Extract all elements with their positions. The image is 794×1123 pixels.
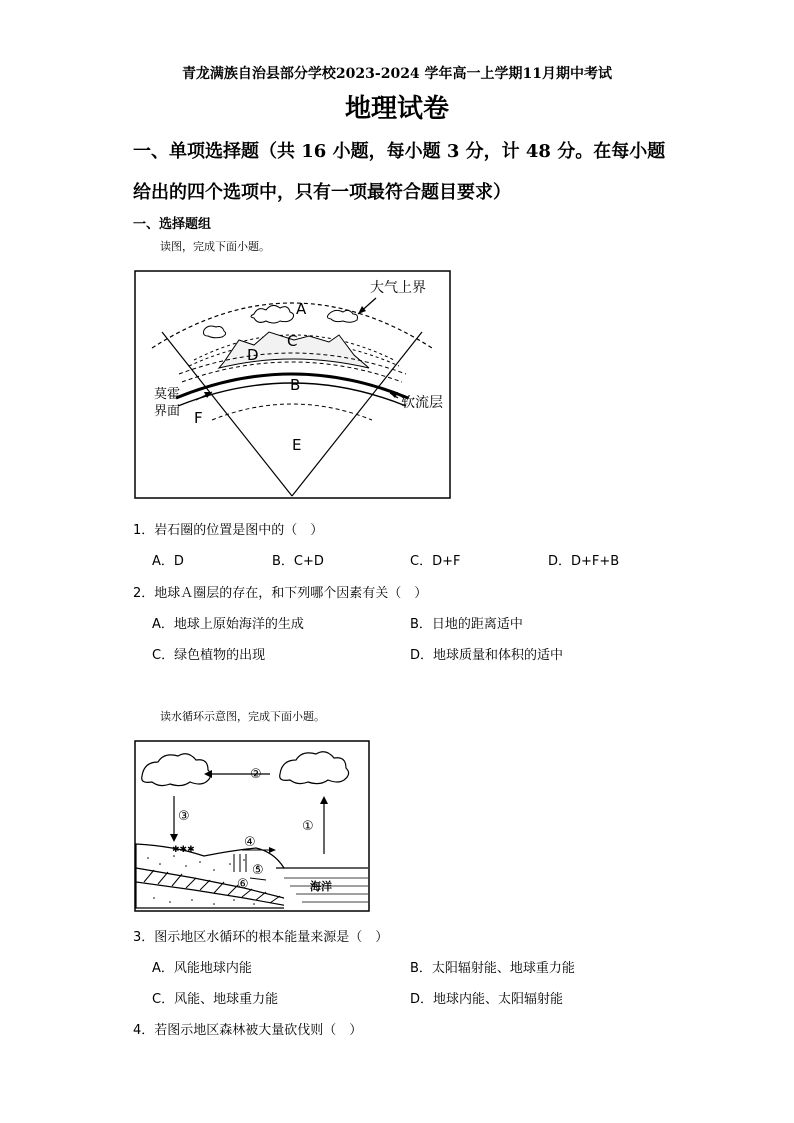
q3-option-b: B．太阳辐射能、地球重力能 bbox=[410, 961, 575, 976]
label-A: A bbox=[296, 300, 307, 318]
question-4-stem: 4．若图示地区森林被大量砍伐则（ ） bbox=[133, 1023, 363, 1038]
label-4: ④ bbox=[244, 835, 256, 850]
q1-option-b: B．C+D bbox=[272, 554, 324, 569]
section-heading-line2: 给出的四个选项中，只有一项最符合题目要求） bbox=[133, 182, 511, 203]
label-5: ⑤ bbox=[252, 863, 264, 878]
label-D: D bbox=[247, 346, 259, 364]
label-moho-1: 莫霍 bbox=[154, 387, 181, 402]
vegetation-marks: ✱✱✱ bbox=[172, 845, 195, 855]
group1-intro: 读图，完成下面小题。 bbox=[160, 240, 270, 253]
group2-intro: 读水循环示意图，完成下面小题。 bbox=[160, 710, 325, 723]
q2-option-a: A．地球上原始海洋的生成 bbox=[152, 617, 304, 632]
label-C: C bbox=[287, 332, 298, 350]
label-asthenosphere: 软流层 bbox=[401, 395, 443, 411]
q1-option-d: D．D+F+B bbox=[548, 554, 620, 569]
q1-option-c: C．D+F bbox=[410, 554, 461, 569]
label-6: ⑥ bbox=[237, 877, 249, 892]
label-F: F bbox=[194, 409, 203, 427]
school-exam-line: 青龙满族自治县部分学校2023-2024 学年高一上学期11月期中考试 bbox=[181, 66, 613, 82]
q3-option-a: A．风能地球内能 bbox=[152, 961, 252, 976]
q2-option-b: B．日地的距离适中 bbox=[410, 617, 523, 632]
label-3: ③ bbox=[178, 809, 190, 824]
label-ocean: 海洋 bbox=[310, 880, 332, 893]
label-moho-2: 界面 bbox=[154, 404, 181, 419]
label-1: ① bbox=[302, 819, 314, 834]
q3-option-d: D．地球内能、太阳辐射能 bbox=[410, 992, 564, 1007]
group-title: 一、选择题组 bbox=[133, 217, 212, 232]
q2-option-d: D．地球质量和体积的适中 bbox=[410, 648, 564, 663]
section-heading-line1: 一、单项选择题（共 16 小题，每小题 3 分，计 48 分。在每小题 bbox=[133, 141, 666, 162]
label-2: ② bbox=[250, 767, 262, 782]
label-B: B bbox=[290, 376, 301, 394]
q1-option-a: A．D bbox=[152, 554, 184, 569]
question-2-stem: 2．地球Ａ圈层的存在，和下列哪个因素有关（ ） bbox=[133, 586, 428, 601]
earth-spheres-figure bbox=[134, 270, 452, 500]
question-1-stem: 1．岩石圈的位置是图中的（ ） bbox=[133, 523, 324, 538]
label-E: E bbox=[292, 436, 302, 454]
q3-option-c: C．风能、地球重力能 bbox=[152, 992, 279, 1007]
question-3-stem: 3．图示地区水循环的根本能量来源是（ ） bbox=[133, 930, 389, 945]
label-upper-atmosphere: 大气上界 bbox=[370, 280, 426, 296]
page-title: 地理试卷 bbox=[344, 94, 449, 124]
water-cycle-figure bbox=[134, 740, 371, 913]
q2-option-c: C．绿色植物的出现 bbox=[152, 648, 266, 663]
